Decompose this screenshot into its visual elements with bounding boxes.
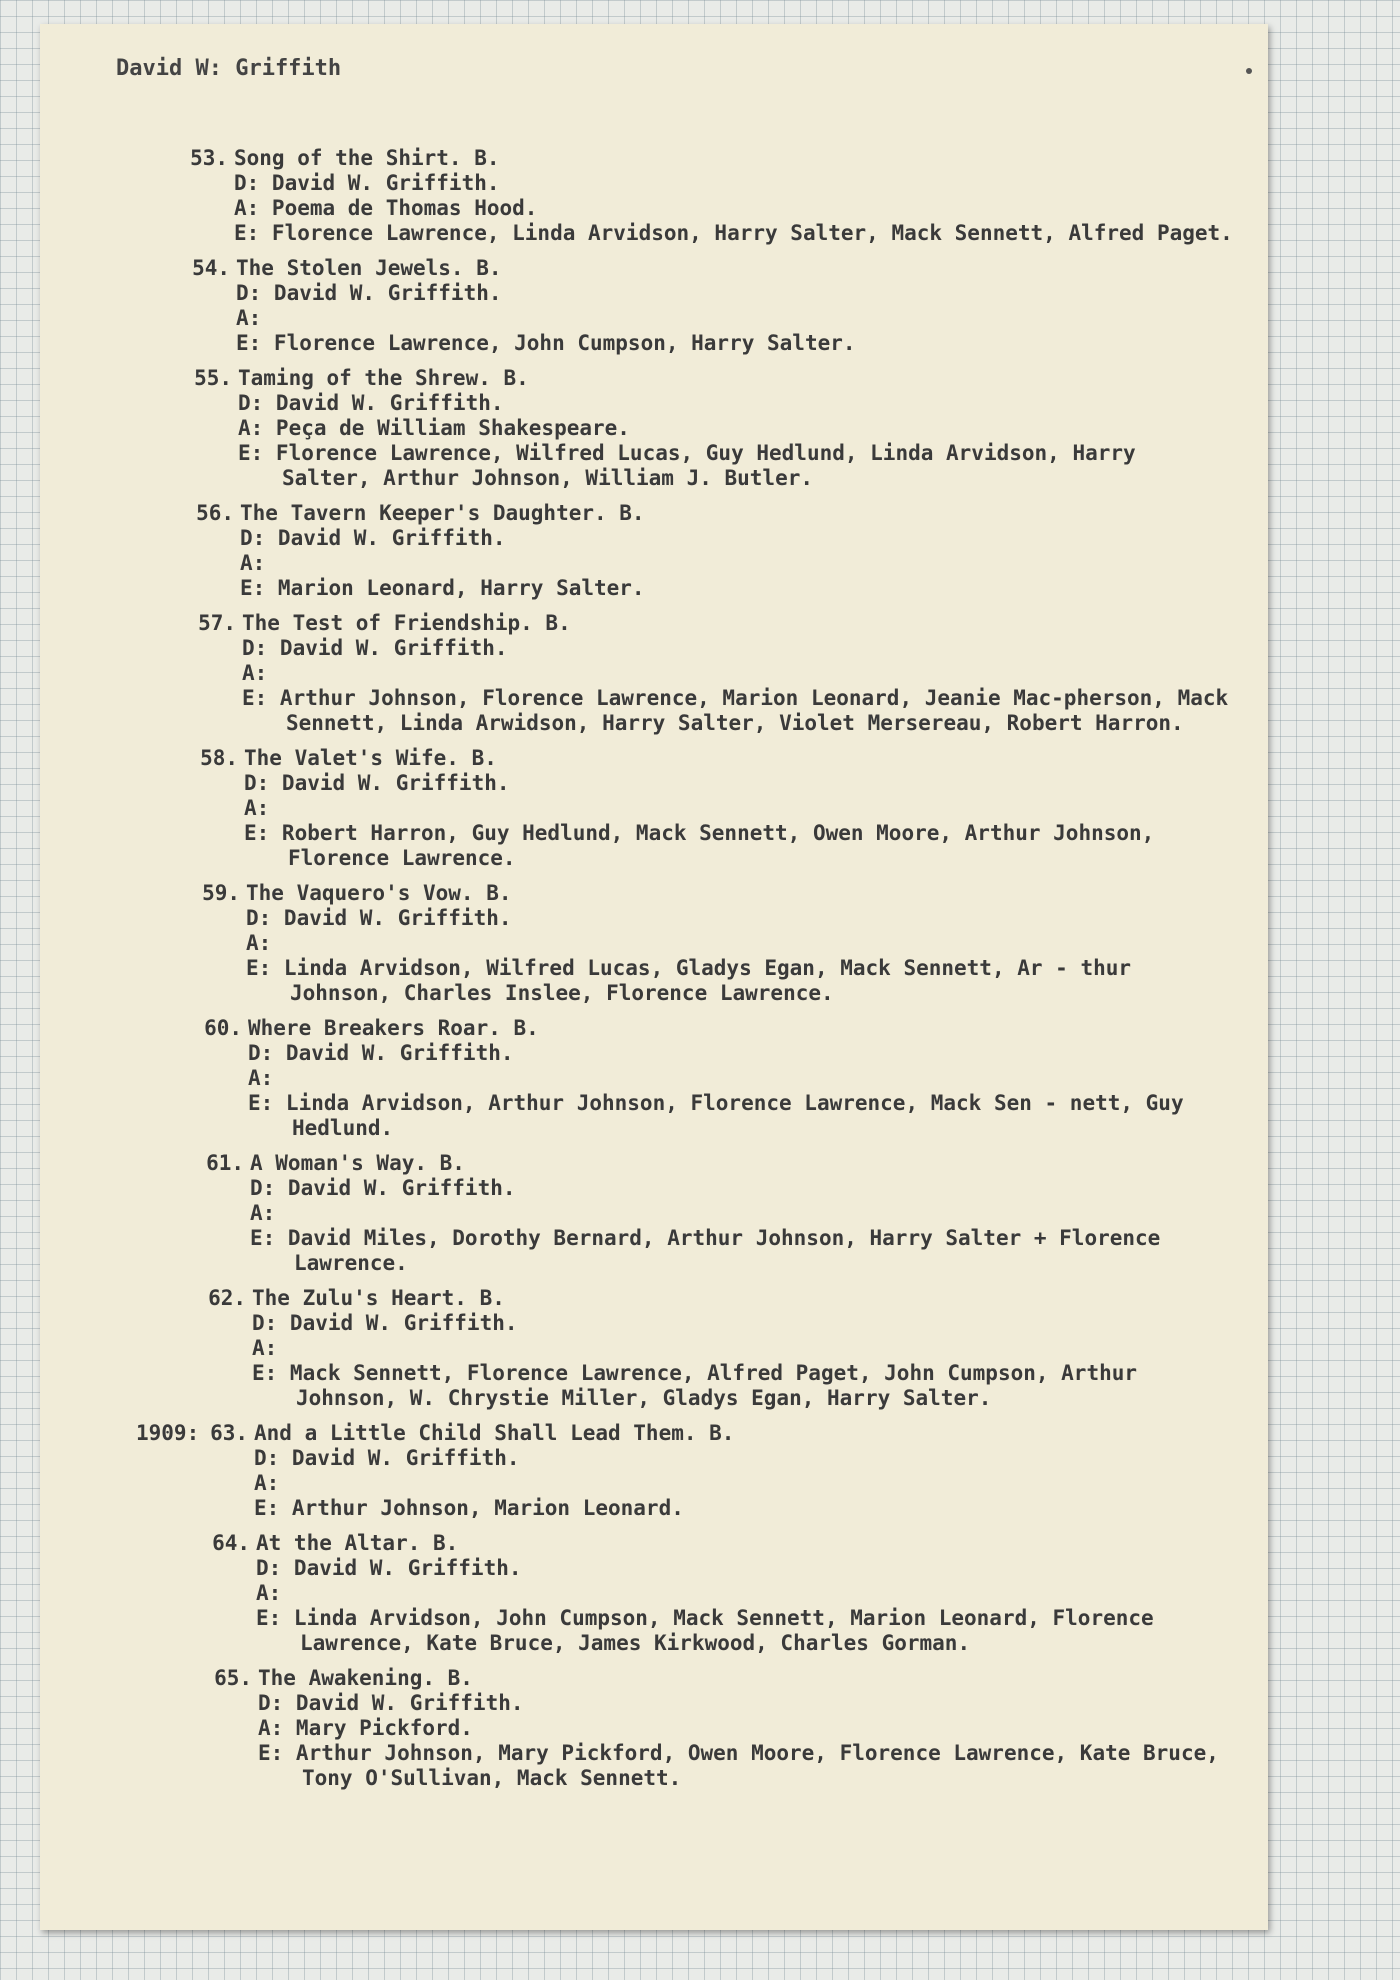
entry-number: 54.	[192, 256, 230, 280]
author-line: A: Peça de William Shakespeare.	[238, 416, 630, 440]
entry-number: 65.	[214, 1666, 252, 1690]
author-line: A: Poema de Thomas Hood.	[234, 196, 538, 220]
director-line: D: David W. Griffith.	[248, 1041, 514, 1065]
director-line: D: David W. Griffith.	[254, 1446, 520, 1470]
cast-line: E: Linda Arvidson, Wilfred Lucas, Gladys Egan, Mack Sennett, Ar - thur Johnson, Charles Inslee, Florence Lawrence.	[246, 956, 1132, 1005]
film-entry	[40, 746, 1268, 871]
cast-line: E: Linda Arvidson, John Cumpson, Mack Sennett, Marion Leonard, Florence Lawrence, Kate Bruce, James Kirkwood, Charles Gorman.	[256, 1606, 1154, 1655]
director-line: D: David W. Griffith.	[252, 1311, 518, 1335]
entry-number: 61.	[206, 1151, 244, 1175]
author-line: A:	[254, 1471, 280, 1495]
film-title: The Zulu's Heart. B.	[252, 1286, 505, 1310]
film-entry	[40, 366, 1268, 491]
entry-number: 55.	[194, 366, 232, 390]
author-line: A:	[236, 306, 262, 330]
cast-line: E: Florence Lawrence, John Cumpson, Harry Salter.	[236, 331, 856, 355]
film-entry	[40, 1151, 1268, 1276]
film-title: The Stolen Jewels. B.	[236, 256, 502, 280]
typed-page	[40, 24, 1268, 1930]
film-title: At the Altar. B.	[256, 1531, 459, 1555]
film-title: The Tavern Keeper's Daughter. B.	[240, 501, 645, 525]
director-line: D: David W. Griffith.	[250, 1176, 516, 1200]
author-line: A:	[246, 931, 272, 955]
ink-dot	[1246, 68, 1252, 74]
film-entry	[40, 1421, 1268, 1521]
cast-line: E: Marion Leonard, Harry Salter.	[240, 576, 645, 600]
author-line: A:	[256, 1581, 282, 1605]
film-entry	[40, 1531, 1268, 1656]
page-header: David W: Griffith	[116, 56, 342, 81]
director-line: D: David W. Griffith.	[236, 281, 502, 305]
cast-line: E: Arthur Johnson, Florence Lawrence, Marion Leonard, Jeanie Mac-pherson, Mack Sennett, Linda Arwidson, Harry Salter, Violet Mersereau, Robert Harron.	[242, 686, 1229, 735]
film-entry	[40, 256, 1268, 356]
director-line: D: David W. Griffith.	[234, 171, 500, 195]
entry-number: 53.	[190, 146, 228, 170]
filmography-list	[40, 146, 1268, 1801]
cast-line: E: Florence Lawrence, Linda Arvidson, Harry Salter, Mack Sennett, Alfred Paget.	[234, 221, 1233, 245]
film-title: And a Little Child Shall Lead Them. B.	[254, 1421, 735, 1445]
director-line: D: David W. Griffith.	[244, 771, 510, 795]
author-line: A:	[240, 551, 266, 575]
cast-line: E: Arthur Johnson, Mary Pickford, Owen Moore, Florence Lawrence, Kate Bruce, Tony O'Sullivan, Mack Sennett.	[258, 1741, 1219, 1790]
cast-line: E: Linda Arvidson, Arthur Johnson, Florence Lawrence, Mack Sen - nett, Guy Hedlund.	[248, 1091, 1184, 1140]
film-title: The Vaquero's Vow. B.	[246, 881, 512, 905]
entry-number: 64.	[212, 1531, 250, 1555]
author-line: A:	[242, 661, 268, 685]
director-line: D: David W. Griffith.	[240, 526, 506, 550]
entry-number: 57.	[198, 611, 236, 635]
film-title: Song of the Shirt. B.	[234, 146, 500, 170]
entry-number: 59.	[202, 881, 240, 905]
year-label: 1909:	[136, 1421, 200, 1445]
cast-line: E: Robert Harron, Guy Hedlund, Mack Sennett, Owen Moore, Arthur Johnson, Florence Lawrence.	[244, 821, 1155, 870]
film-entry	[40, 501, 1268, 601]
film-title: A Woman's Way. B.	[250, 1151, 465, 1175]
film-entry	[40, 611, 1268, 736]
entry-number: 58.	[200, 746, 238, 770]
film-title: Taming of the Shrew. B.	[238, 366, 529, 390]
entry-number: 63.	[210, 1421, 248, 1445]
film-title: The Awakening. B.	[258, 1666, 473, 1690]
director-line: D: David W. Griffith.	[256, 1556, 522, 1580]
director-line: D: David W. Griffith.	[242, 636, 508, 660]
cast-line: E: Mack Sennett, Florence Lawrence, Alfred Paget, John Cumpson, Arthur Johnson, W. Chrystie Miller, Gladys Egan, Harry Salter.	[252, 1361, 1138, 1410]
author-line: A:	[244, 796, 270, 820]
entry-number: 60.	[204, 1016, 242, 1040]
director-line: D: David W. Griffith.	[246, 906, 512, 930]
director-line: D: David W. Griffith.	[238, 391, 504, 415]
film-entry	[40, 1016, 1268, 1141]
cast-line: E: David Miles, Dorothy Bernard, Arthur Johnson, Harry Salter + Florence Lawrence.	[250, 1226, 1161, 1275]
cast-line: E: Florence Lawrence, Wilfred Lucas, Guy Hedlund, Linda Arvidson, Harry Salter, Arthur Johnson, William J. Butler.	[238, 441, 1136, 490]
entry-number: 62.	[208, 1286, 246, 1310]
film-entry	[40, 146, 1268, 246]
entry-number: 56.	[196, 501, 234, 525]
film-entry	[40, 1666, 1268, 1791]
author-line: A:	[250, 1201, 276, 1225]
author-line: A:	[248, 1066, 274, 1090]
film-title: The Valet's Wife. B.	[244, 746, 497, 770]
film-title: Where Breakers Roar. B.	[248, 1016, 539, 1040]
director-line: D: David W. Griffith.	[258, 1691, 524, 1715]
author-line: A: Mary Pickford.	[258, 1716, 473, 1740]
cast-line: E: Arthur Johnson, Marion Leonard.	[254, 1496, 684, 1520]
film-title: The Test of Friendship. B.	[242, 611, 571, 635]
author-line: A:	[252, 1336, 278, 1360]
film-entry	[40, 1286, 1268, 1411]
film-entry	[40, 881, 1268, 1006]
